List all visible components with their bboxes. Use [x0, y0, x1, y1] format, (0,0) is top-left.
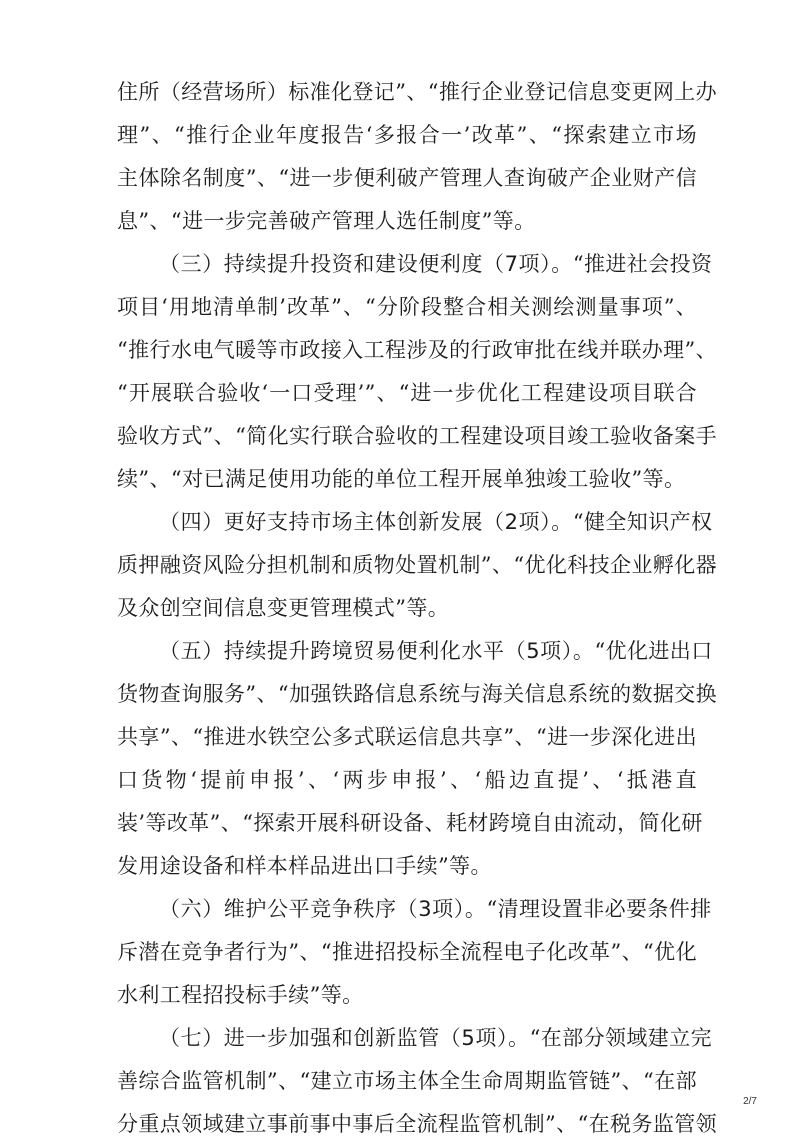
section-paragraph-start: [159, 502, 713, 542]
text-line: 及众创空间信息变更管理模式”等。: [117, 596, 450, 620]
section-heading: （三）持续提升投资和建设便利度（7项）。: [159, 252, 573, 276]
section-heading: （六）维护公平竞争秩序（3项）。: [159, 897, 487, 921]
section-heading: （四）更好支持市场主体创新发展（2项）。: [159, 510, 573, 534]
text-line: “开展联合验收‘一口受理’”、“进一步优化工程建设项目联合: [117, 381, 697, 405]
section-paragraph-start: [159, 889, 712, 929]
text-line: 装’等改革”、“探索开展科研设备、耗材跨境自由流动，简化研: [117, 811, 703, 835]
page-number: 2/7: [743, 1096, 757, 1107]
text-line: 主体除名制度”、“进一步便利破产管理人查询破产企业财产信: [117, 166, 697, 190]
text-line: 分重点领域建立事前事中事后全流程监管机制”、“在税务监管领: [117, 1112, 718, 1136]
text-line: 验收方式”、“简化实行联合验收的工程建设项目竣工验收备案手: [117, 424, 718, 448]
text-line: 口货物‘提前申报’、‘两步申报’、‘船边直提’、‘抵港直: [117, 768, 697, 792]
text-line: 息”、“进一步完善破产管理人选任制度”等。: [117, 209, 536, 233]
section-heading: （五）持续提升跨境贸易便利化水平（5项）。: [159, 639, 595, 663]
text-line: 续”、“对已满足使用功能的单位工程开展单独竣工验收”等。: [117, 467, 686, 491]
text-run: “清理设置非必要条件排: [486, 897, 712, 921]
text-run: “推进社会投资: [572, 252, 713, 276]
section-paragraph-start: [159, 244, 713, 284]
text-line: 善综合监管机制”、“建立市场主体全生命周期监管链”、“在部: [117, 1069, 697, 1093]
text-line: 住所（经营场所）标准化登记”、“推行企业登记信息变更网上办: [117, 80, 718, 104]
text-run: “在部分领域建立完: [529, 1026, 713, 1050]
text-line: 发用途设备和样本样品进出口手续”等。: [117, 854, 492, 878]
section-heading: （七）进一步加强和创新监管（5项）。: [159, 1026, 530, 1050]
text-line: 项目‘用地清单制’改革”、“分阶段整合相关测绘测量事项”、: [117, 295, 697, 319]
text-line: 共享”、“推进水铁空公多式联运信息共享”、“进一步深化进出: [117, 725, 697, 749]
text-line: 货物查询服务”、“加强铁路信息系统与海关信息系统的数据交换: [117, 682, 718, 706]
text-line: 质押融资风险分担机制和质物处置机制”、“优化科技企业孵化器: [117, 553, 718, 577]
text-run: “优化进出口: [594, 639, 713, 663]
section-paragraph-start: [159, 1018, 713, 1058]
text-line: “推行水电气暖等市政接入工程涉及的行政审批在线并联办理”、: [117, 338, 718, 362]
text-line: 水利工程招投标手续”等。: [117, 983, 364, 1007]
text-line: 斥潜在竞争者行为”、“推进招投标全流程电子化改革”、“优化: [117, 940, 697, 964]
text-run: “健全知识产权: [572, 510, 713, 534]
text-line: 理”、“推行企业年度报告‘多报合一’改革”、“探索建立市场: [117, 123, 697, 147]
section-paragraph-start: [159, 631, 713, 671]
